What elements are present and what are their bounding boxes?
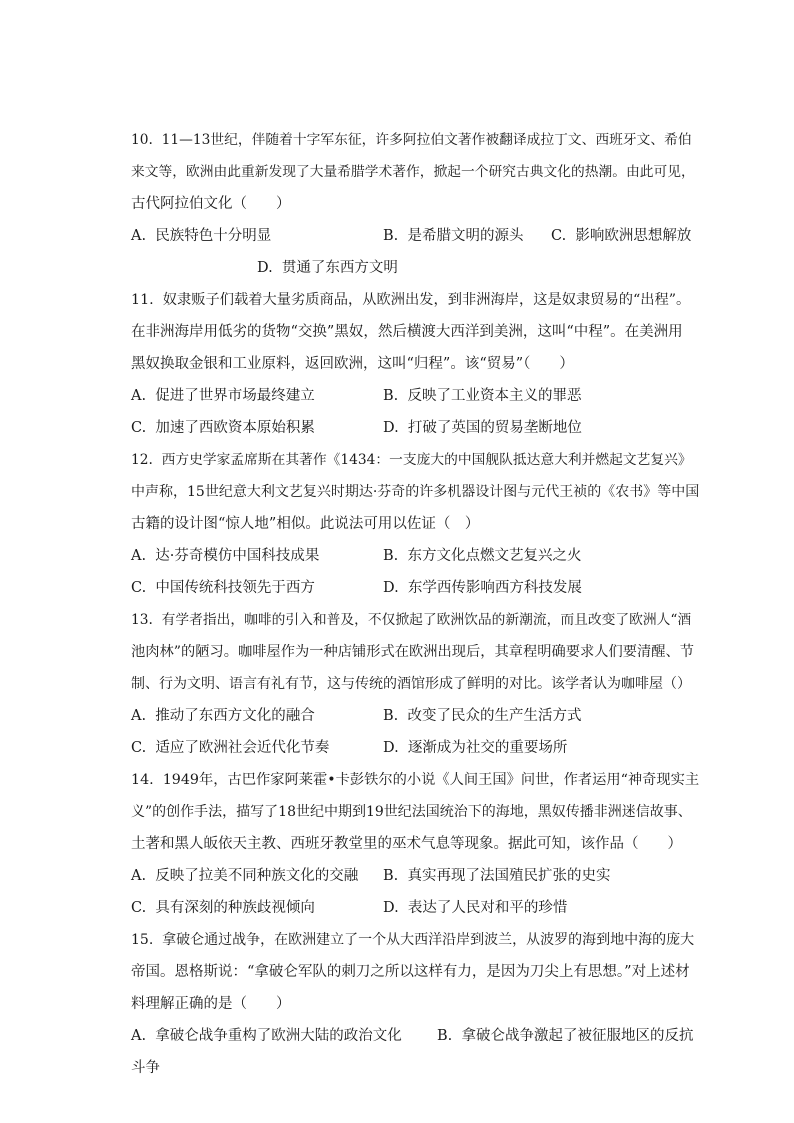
question-12-option-a: A. 达·芬奇模仿中国科技成果 <box>131 548 320 564</box>
question-12-option-d: D. 东学西传影响西方科技发展 <box>383 580 582 596</box>
question-15-text: 15. 拿破仑通过战争，在欧洲建立了一个从大西洋沿岸到波兰，从波罗的海到地中海的庞大 <box>131 932 695 948</box>
question-10-option-d: D. 贯通了东西方文明 <box>257 260 398 276</box>
question-11-option-c: C. 加速了西欧资本原始积累 <box>131 420 315 436</box>
question-13-option-d: D. 逐渐成为社交的重要场所 <box>383 740 568 756</box>
question-10-text: 来文等，欧洲由此重新发现了大量希腊学术著作，掀起一个研究古典文化的热潮。由此可见， <box>131 164 695 180</box>
question-11-option-d: D. 打破了英国的贸易垄断地位 <box>383 420 582 436</box>
question-15-option-b-continued: 斗争 <box>131 1060 160 1076</box>
question-15-option-b: B. 拿破仑战争激起了被征服地区的反抗 <box>437 1028 694 1044</box>
question-10-option-b: B. 是希腊文明的源头 <box>383 228 524 244</box>
question-10-text: 古代阿拉伯文化（ ） <box>131 196 291 212</box>
question-11-text: 11. 奴隶贩子们载着大量劣质商品，从欧洲出发，到非洲海岸，这是奴隶贸易的“出程”。 <box>131 292 691 308</box>
question-11-option-a: A. 促进了世界市场最终建立 <box>131 388 315 404</box>
question-12-text: 12. 西方史学家孟席斯在其著作《1434：一支庞大的中国舰队抵达意大利并燃起文艺复兴》 <box>131 452 692 468</box>
question-14-option-c: C. 具有深刻的种族歧视倾向 <box>131 900 315 916</box>
question-12-text: 中声称，15世纪意大利文艺复兴时期达·芬奇的许多机器设计图与元代王祯的《农书》等中国 <box>131 484 700 500</box>
question-14-option-d: D. 表达了人民对和平的珍惜 <box>383 900 568 916</box>
question-14-option-a: A. 反映了拉美不同种族文化的交融 <box>131 868 359 884</box>
question-15-text: 料理解正确的是（ ） <box>131 996 291 1012</box>
question-15-text: 帝国。恩格斯说：“拿破仑军队的刺刀之所以这样有力，是因为刀尖上有思想。”对上述材 <box>131 964 690 980</box>
question-13-text: 池肉林”的陋习。咖啡屋作为一种店铺形式在欧洲出现后，其章程明确要求人们要清醒、节 <box>131 644 695 660</box>
question-10-option-a: A. 民族特色十分明显 <box>131 228 272 244</box>
question-13-text: 13. 有学者指出，咖啡的引入和普及，不仅掀起了欧洲饮品的新潮流，而且改变了欧洲人“酒 <box>131 612 692 628</box>
question-12-text: 古籍的设计图“惊人地”相似。此说法可用以佐证（ ） <box>131 516 480 532</box>
question-14-text: 义”的创作手法，描写了18世纪中期到19世纪法国统治下的海地，黑奴传播非洲迷信故事、 <box>131 804 692 820</box>
question-11-text: 黑奴换取金银和工业原料，返回欧洲，这叫“归程”。该“贸易”（ ） <box>131 356 574 372</box>
question-13-option-c: C. 适应了欧洲社会近代化节奏 <box>131 740 330 756</box>
question-10-text: 10. 11—13世纪，伴随着十字军东征，许多阿拉伯文著作被翻译成拉丁文、西班牙文、希伯 <box>131 132 692 148</box>
question-11-option-b: B. 反映了工业资本主义的罪恶 <box>383 388 582 404</box>
question-11-text: 在非洲海岸用低劣的货物“交换”黑奴，然后横渡大西洋到美洲，这叫“中程”。在美洲用 <box>131 324 683 340</box>
question-14-text: 14. 1949年，古巴作家阿莱霍•卡彭铁尔的小说《人间王国》问世，作者运用“神奇现实主 <box>131 772 700 788</box>
question-13-option-a: A. 推动了东西方文化的融合 <box>131 708 315 724</box>
question-13-option-b: B. 改变了民众的生产生活方式 <box>383 708 582 724</box>
question-13-text: 制、行为文明、语言有礼有节，这与传统的酒馆形成了鲜明的对比。该学者认为咖啡屋（） <box>131 676 691 692</box>
question-14-text: 土著和黑人皈依天主教、西班牙教堂里的巫术气息等现象。据此可知，该作品（ ） <box>131 836 682 852</box>
question-10-option-c: C. 影响欧洲思想解放 <box>551 228 692 244</box>
question-14-option-b: B. 真实再现了法国殖民扩张的史实 <box>383 868 611 884</box>
question-15-option-a: A. 拿破仑战争重构了欧洲大陆的政治文化 <box>131 1028 402 1044</box>
question-12-option-b: B. 东方文化点燃文艺复兴之火 <box>383 548 582 564</box>
question-12-option-c: C. 中国传统科技领先于西方 <box>131 580 315 596</box>
